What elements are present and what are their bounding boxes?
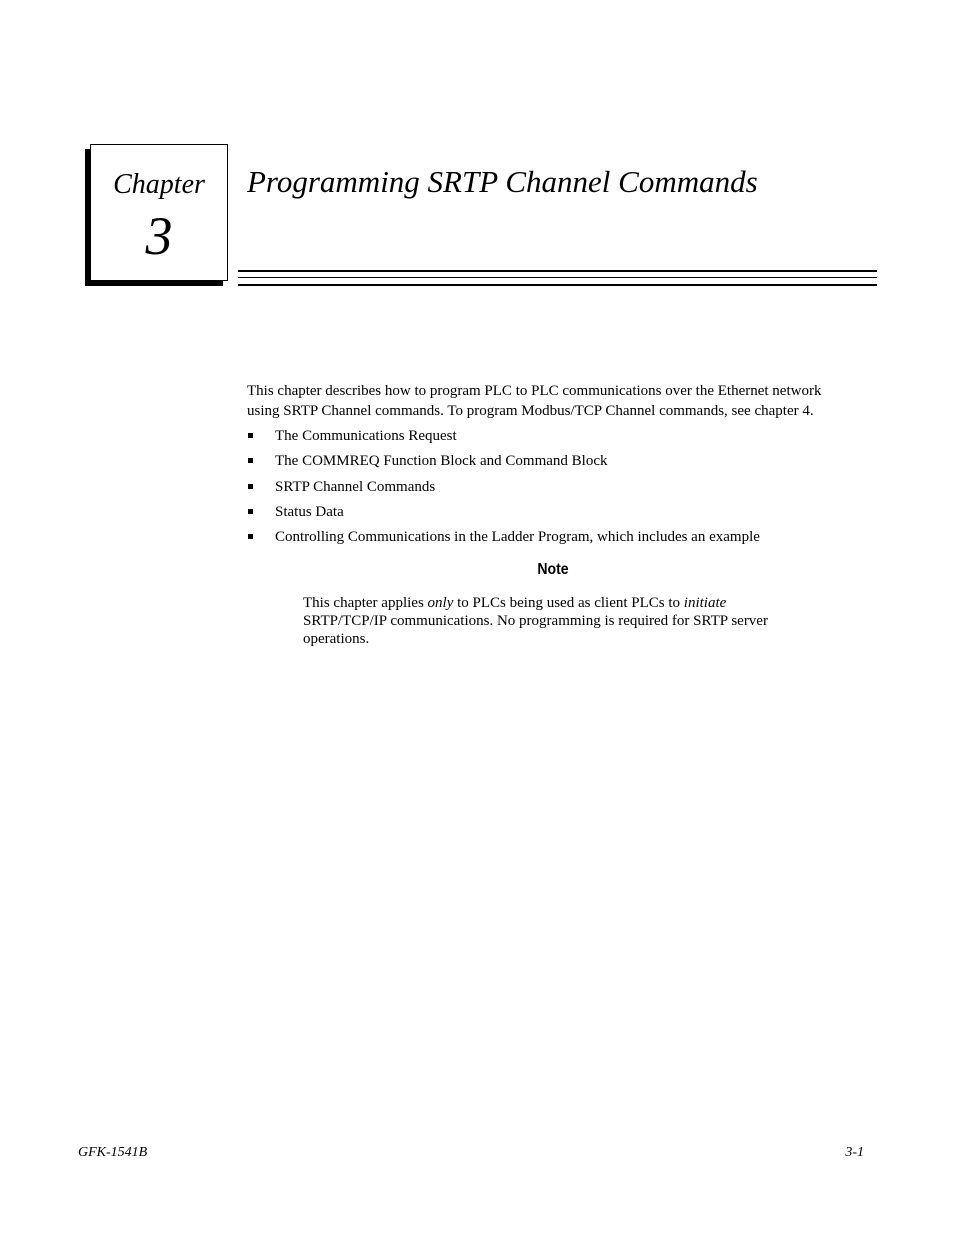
list-item [247,502,867,527]
chapter-title: Programming SRTP Channel Commands [247,164,758,199]
list-item [247,477,867,502]
bullet-square-icon [248,458,253,463]
footer-doc-id: GFK-1541B [78,1145,148,1160]
note-emphasis-initiate: initiate [683,595,727,611]
note-emphasis-only: only [427,595,454,611]
note-text [303,594,803,648]
bullet-square-icon [248,433,253,438]
bullet-square-icon [248,534,253,539]
bullet-square-icon [248,509,253,514]
list-item [247,426,867,451]
note-text-part: This chapter applies [303,595,428,611]
note-text-part: to PLCs being used as client PLCs to [453,595,684,611]
list-item-text: The COMMREQ Function Block and Command Block [275,453,608,470]
title-rule-top [238,270,877,272]
chapter-box [90,144,228,281]
chapter-label: Chapter [113,169,205,200]
intro-paragraph: This chapter describes how to program PLC to PLC communications over the Ethernet network using SRTP Channel commands. To program Modbus/TCP Channel commands, see chapter 4. [247,383,822,419]
bullet-square-icon [248,484,253,489]
list-item-text: The Communications Request [275,428,457,444]
note-heading: Note [537,561,569,578]
list-item [247,451,867,476]
title-rule-bottom [238,284,877,286]
list-item [247,527,867,552]
chapter-number: 3 [145,206,173,266]
list-item-text: Controlling Communications in the Ladder Program, which includes an example [275,529,760,546]
list-item-text: Status Data [275,503,344,520]
note-text-part: SRTP/TCP/IP communications. No programming is required for SRTP server operations. [303,613,768,647]
topic-list [247,426,867,552]
list-item-text: SRTP Channel Commands [275,478,436,495]
footer-page-number: 3-1 [845,1145,864,1160]
title-rule-middle [238,277,877,278]
